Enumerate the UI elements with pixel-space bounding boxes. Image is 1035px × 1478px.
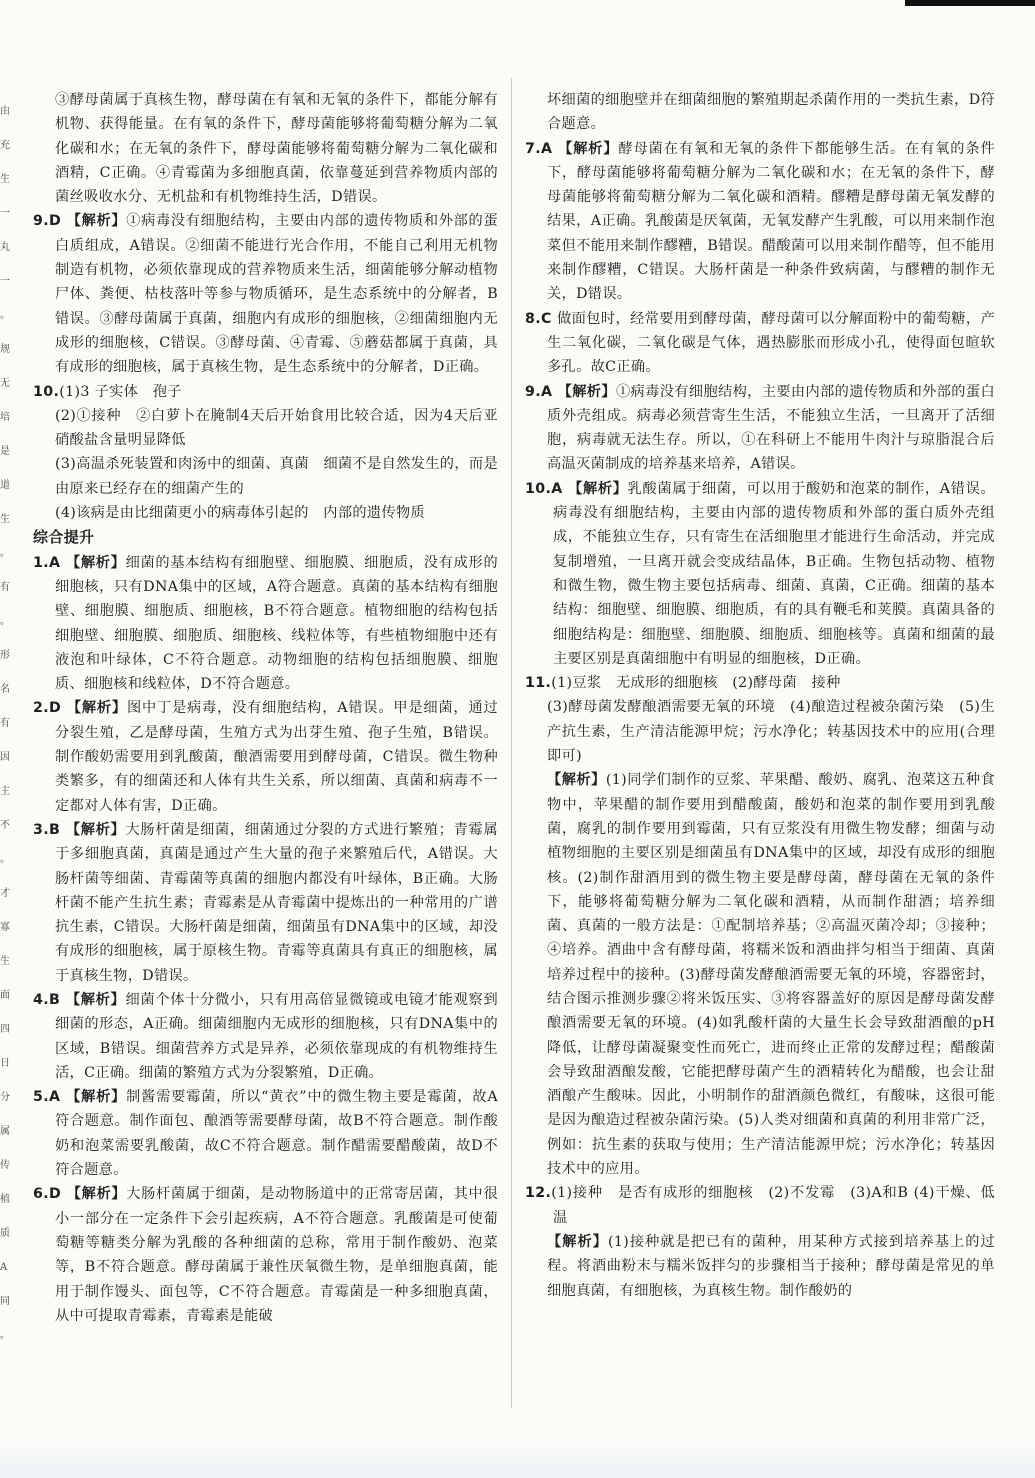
answer-paragraph [525, 137, 995, 307]
analysis-tag: 【解析】 [568, 480, 628, 497]
edge-char: 不 [0, 820, 10, 831]
edge-char: 无 [0, 378, 10, 389]
paragraph-text: (1)豆浆 无成形的细胞核 (2)酵母菌 接种 [551, 675, 841, 692]
edge-char: 一 [0, 276, 10, 287]
paragraph-text: 坏细菌的细胞壁并在细菌细胞的繁殖期起杀菌作用的一类抗生素，D符合题意。 [547, 92, 995, 133]
answer-choice: A [48, 554, 66, 571]
paragraph-text: 酵母菌在有氧和无氧的条件下都能够生活。在有氧的条件下，酵母菌能够将葡萄糖分解为二氧化碳和水；在无氧的条件下，酵母菌能够将葡萄糖分解为二氧化碳和酒精。醪糟是酵母菌无氧发酵的结果，A正确。乳酸菌是厌氧菌，无氧发酵产生乳酸，可以用来制作泡菜但不能用来制作醪糟，B错误。醋酸菌可以用来制作醋等，但不能用来制作醪糟，C错误。大肠杆菌是一种条件致病菌，与醪糟的制作无关，D错误。 [547, 140, 995, 303]
edge-char: 质 [0, 1228, 10, 1239]
edge-char: 同 [0, 1296, 10, 1307]
analysis-tag: 【解析】 [65, 554, 126, 571]
paragraph-text: 细菌个体十分微小，只有用高倍显微镜或电镜才能观察到细菌的形态，A正确。细菌细胞内无成形的细胞核，只有DNA集中的区域，B错误。细菌营养方式是异养，必须依靠现成的有机物维持生活，C正确。细菌的繁殖方式为分裂繁殖，D正确。 [55, 991, 499, 1081]
question-number: 6. [33, 1186, 49, 1203]
edge-char: 有 [0, 718, 10, 729]
edge-char: 寡 [0, 922, 10, 933]
analysis-tag: 【解析】 [65, 821, 126, 838]
left-edge-bleed-text [0, 95, 14, 1385]
answer-paragraph [33, 696, 498, 817]
paragraph-text: 图中丁是病毒，没有细胞结构，A错误。甲是细菌，通过分裂生殖，乙是酵母菌，生殖方式为出芽生殖、孢子生殖，B错误。制作酸奶需要用到乳酸菌，酿酒需要用到酵母菌，C错误。微生物种类繁多，有的细菌还和人体有共生关系，所以细菌、真菌和病毒不一定都对人体有害，D正确。 [55, 700, 498, 814]
question-number: 11. [525, 675, 552, 692]
question-number: 9. [525, 383, 541, 400]
paragraph-text: ①病毒没有细胞结构，主要由内部的遗传物质和外部的蛋白质外壳组成。病毒必须营寄生生活，不能独立生活，一旦离开了活细胞，病毒就无法生存。所以，①在科研上不能用牛肉汁与琼脂混合后高温灭菌制成的培养基来培养，A错误。 [547, 383, 996, 473]
edge-char: 面 [0, 990, 10, 1001]
edge-char: 。 [0, 310, 10, 321]
answer-paragraph [525, 1230, 995, 1303]
left-column [33, 88, 498, 1328]
paragraph-text: 大肠杆菌是细菌，细菌通过分裂的方式进行繁殖；青霉属于多细胞真菌，真菌是通过产生大量的孢子来繁殖后代，A错误。大肠杆菌等细菌、青霉菌等真菌的细胞内都没有叶绿体，B正确。大肠杆菌不能产生抗生素；青霉素是从青霉菌中提炼出的一种常用的广谱抗生素，C错误。大肠杆菌是细菌，细菌虽有DNA集中的区域，却没有成形的细胞核，属于原核生物。青霉等真菌具有真正的细胞核，属于真核生物，D错误。 [55, 821, 499, 984]
question-number: 10. [33, 383, 60, 400]
edge-char: A [0, 1262, 8, 1273]
top-edge-bar [905, 0, 1035, 6]
answer-paragraph [525, 1181, 995, 1230]
edge-char: 。 [0, 548, 10, 559]
paragraph-text: (1)接种就是把已有的菌种，用某种方式接到培养基上的过程。将酒曲粉末与糯米饭拌匀的步骤相当于接种；酵母菌是常见的单细胞真菌，有细胞核，为真核生物。制作酸奶的 [547, 1233, 995, 1299]
answer-paragraph [33, 501, 498, 525]
question-number: 7. [525, 140, 541, 157]
analysis-tag: 【解析】 [65, 991, 126, 1008]
answer-paragraph [525, 768, 995, 1181]
edge-char: 有 [0, 582, 10, 593]
edge-char: 生 [0, 174, 10, 185]
page-bottom-margin [0, 1438, 1035, 1478]
paragraph-text: 大肠杆菌属于细菌，是动物肠道中的正常寄居菌，其中很小一部分在一定条件下会引起疾病，A不符合题意。乳酸菌是可使葡萄糖等糖类分解为乳酸的各种细菌的总称，常用于制作酸奶、泡菜等，B不符合题意。酵母菌属于兼性厌氧微生物，是单细胞真菌，能用于制作馒头、面包等，C不符合题意。青霉菌是一种多细胞真菌，从中可提取青霉素，青霉素是能破 [55, 1186, 498, 1324]
edge-char: 。 [0, 1330, 10, 1341]
edge-char: 生 [0, 514, 10, 525]
question-number: 5. [33, 1089, 49, 1106]
answer-choice: A [551, 480, 569, 497]
answer-paragraph [525, 380, 995, 477]
answer-paragraph [525, 307, 995, 380]
edge-char: 是 [0, 446, 10, 457]
paragraph-text: ①病毒没有细胞结构，主要由内部的遗传物质和外部的蛋白质组成，A错误。②细菌不能进行光合作用，不能自己利用无机物制造有机物，必须依靠现成的营养物质来生活，细菌能够分解动植物尸体、粪便、枯枝落叶等参与物质循环，是生态系统中的分解者，B错误。③酵母菌属于真菌，细胞内有成形的细胞核，②细菌细胞内无成形的细胞核，C错误。③酵母菌、④青霉、⑤蘑菇都属于真菌，具有成形的细胞核，属于真核生物，是生态系统中的分解者，D正确。 [55, 213, 498, 376]
analysis-tag: 【解析】 [66, 700, 127, 717]
answer-choice: D [48, 213, 67, 230]
answer-paragraph [33, 551, 498, 697]
edge-char: 四 [0, 1024, 10, 1035]
analysis-tag: 【解析】 [66, 1089, 127, 1106]
answer-paragraph [33, 88, 498, 209]
question-number: 9. [33, 213, 49, 230]
paragraph-text: (3)高温杀死装置和肉汤中的细菌、真菌 细菌不是自然发生的，而是由原来已经存在的细菌产生的 [55, 456, 498, 497]
paragraph-text: 做面包时，经常要用到酵母菌，酵母菌可以分解面粉中的葡萄糖，产生二氧化碳，二氧化碳是气体，遇热膨胀而形成小孔，使得面包暄软多孔。故C正确。 [547, 310, 995, 376]
edge-char: 生 [0, 956, 10, 967]
question-number: 10. [525, 480, 552, 497]
answer-choice: C [540, 310, 558, 327]
edge-char: 丸 [0, 242, 10, 253]
paragraph-text: (1)同学们制作的豆浆、苹果醋、酸奶、腐乳、泡菜这五种食物中，苹果醋的制作要用到醋酸菌，酸奶和泡菜的制作要用到乳酸菌，腐乳的制作要用到霉菌，只有豆浆没有用微生物发酵；细菌与动植物细胞的主要区别是细菌虽有DNA集中的区域，却没有成形的细胞核。(2)制作甜酒用到的微生物主要是酵母菌，酵母菌在无氧的条件下，能够将葡萄糖分解为二氧化碳和酒精，从而制作甜酒；培养细菌、真菌的一般方法是：①配制培养基；②高温灭菌冷却；③接种；④培养。酒曲中含有酵母菌，将糯米饭和酒曲拌匀相当于细菌、真菌培养过程中的接种。(3)酵母菌发酵酿酒需要无氧的环境，容器密封，结合图示推测步骤②将米饭压实、③将容器盖好的原因是酵母菌发酵酿酒需要无氧的环境。(4)如乳酸杆菌的大量生长会导致甜酒酿的pH降低，让酵母菌凝聚变性而死亡，进而终止正常的发酵过程；醋酸菌会导致甜酒酿发酸，它能把酵母菌产生的酒精转化为醋酸，也会让甜酒酿产生酸味。因此，小明制作的甜酒颜色微红，有酸味，这很可能是因为酿造过程被杂菌污染。(5)人类对细菌和真菌的利用非常广泛，例如：抗生素的获取与使用；生产清洁能源甲烷；污水净化；转基因技术中的应用。 [547, 772, 995, 1178]
analysis-tag: 【解析】 [547, 1233, 608, 1250]
edge-char: 日 [0, 1058, 10, 1069]
question-number: 1. [33, 554, 49, 571]
edge-char: 分 [0, 1092, 10, 1103]
answer-choice: D [48, 1186, 67, 1203]
edge-char: 。 [0, 854, 10, 865]
edge-char: 培 [0, 412, 10, 423]
edge-char: 。 [0, 616, 10, 627]
analysis-tag: 【解析】 [547, 772, 606, 789]
paragraph-text: (1)接种 是否有成形的细胞核 (2)不发霉 (3)A和B (4)干燥、低温 [551, 1185, 995, 1226]
answer-paragraph [525, 671, 995, 695]
paragraph-text: 乳酸菌属于细菌，可以用于酸奶和泡菜的制作，A错误。病毒没有细胞结构，主要由内部的遗传物质和外部的蛋白质外壳组成，不能独立生存，只有寄生在活细胞里才能进行生命活动，并完成复制增殖，一旦离开就会变成结晶体，B正确。生物包括动物、植物和微生物，微生物主要包括病毒、细菌、真菌，C正确。细菌的基本结构：细胞壁、细胞膜、细胞质，有的具有鞭毛和荚膜。真菌具备的细胞结构是：细胞壁、细胞膜、细胞质、细胞核等。真菌和细菌的最主要区别是真菌细胞中有明显的细胞核，D正确。 [553, 480, 995, 667]
edge-char: 才 [0, 888, 10, 899]
paragraph-text: (2)①接种 ②白萝卜在腌制4天后开始食用比较合适，因为4天后亚硝酸盐含量明显降低 [55, 407, 498, 449]
answer-paragraph [525, 477, 995, 671]
section-heading-text: 综合提升 [33, 528, 95, 547]
answer-paragraph [33, 1085, 498, 1182]
paragraph-text: 制酱需要霉菌，所以“黄衣”中的微生物主要是霉菌，故A符合题意。制作面包、酿酒等需要酵母菌，故B不符合题意。制作酸奶和泡菜需要乳酸菌，故C不符合题意。制作醋需要醋酸菌，故D不符合题意。 [55, 1089, 498, 1179]
edge-char: 道 [0, 480, 10, 491]
answer-paragraph [33, 404, 498, 453]
answer-choice: B [48, 991, 66, 1008]
question-number: 3. [33, 821, 49, 838]
question-number: 4. [33, 991, 49, 1008]
answer-paragraph [33, 988, 498, 1085]
answer-choice: B [48, 821, 66, 838]
paragraph-text: (4)该病是由比细菌更小的病毒体引起的 内部的遗传物质 [55, 505, 426, 522]
answer-choice: A [48, 1089, 67, 1106]
answer-paragraph [33, 818, 498, 988]
paragraph-text: 细菌的基本结构有细胞壁、细胞膜、细胞质，没有成形的细胞核，只有DNA集中的区域，A符合题意。真菌的基本结构有细胞壁、细胞膜、细胞质、细胞核，B不符合题意。植物细胞的结构包括细胞壁、细胞膜、细胞质、细胞核、线粒体等，有些植物细胞中还有液泡和叶绿体，C不符合题意。动物细胞的结构包括细胞膜、细胞质、细胞核和线粒体，D不符合题意。 [55, 554, 498, 693]
edge-char: 一 [0, 208, 10, 219]
answer-paragraph [33, 209, 498, 379]
answer-paragraph [525, 88, 995, 137]
edge-char: 充 [0, 140, 10, 151]
answer-paragraph [33, 380, 498, 404]
answer-choice: D [48, 700, 67, 717]
answer-choice: A [540, 383, 558, 400]
answer-paragraph [33, 452, 498, 501]
edge-char: 规 [0, 344, 10, 355]
question-number: 8. [525, 310, 541, 327]
analysis-tag: 【解析】 [558, 140, 619, 157]
column-divider [511, 78, 512, 1408]
edge-char: 属 [0, 1126, 10, 1137]
section-heading [33, 525, 498, 550]
edge-char: 主 [0, 786, 10, 797]
right-column [525, 88, 995, 1303]
paragraph-text: (1)3 子实体 孢子 [59, 383, 182, 400]
question-number: 12. [525, 1185, 552, 1202]
edge-char: 由 [0, 106, 10, 117]
paragraph-text: ③酵母菌属于真核生物，酵母菌在有氧和无氧的条件下，都能分解有机物、获得能量。在有氧的条件下，酵母菌能够将葡萄糖分解为二氧化碳和水；在无氧的条件下，酵母菌能够将葡萄糖分解为二氧化碳和酒精，C正确。④青霉菌为多细胞真菌，依靠蔓延到营养物质内部的菌丝吸收水分、无机盐和有机物维持生活，D错误。 [55, 92, 498, 206]
answer-paragraph [33, 1182, 498, 1328]
edge-char: 形 [0, 650, 10, 661]
edge-char: 名 [0, 684, 10, 695]
edge-char: 传 [0, 1160, 10, 1171]
analysis-tag: 【解析】 [557, 383, 616, 400]
edge-char: 因 [0, 752, 10, 763]
analysis-tag: 【解析】 [66, 1186, 127, 1203]
edge-char: 植 [0, 1194, 10, 1205]
question-number: 2. [33, 700, 49, 717]
answer-paragraph [525, 695, 995, 768]
answer-choice: A [540, 140, 559, 157]
paragraph-text: (3)酵母菌发酵酿酒需要无氧的环境 (4)酿造过程被杂菌污染 (5)生产抗生素，生产清洁能源甲烷；污水净化；转基因技术中的应用(合理即可) [547, 699, 995, 765]
analysis-tag: 【解析】 [66, 213, 127, 230]
